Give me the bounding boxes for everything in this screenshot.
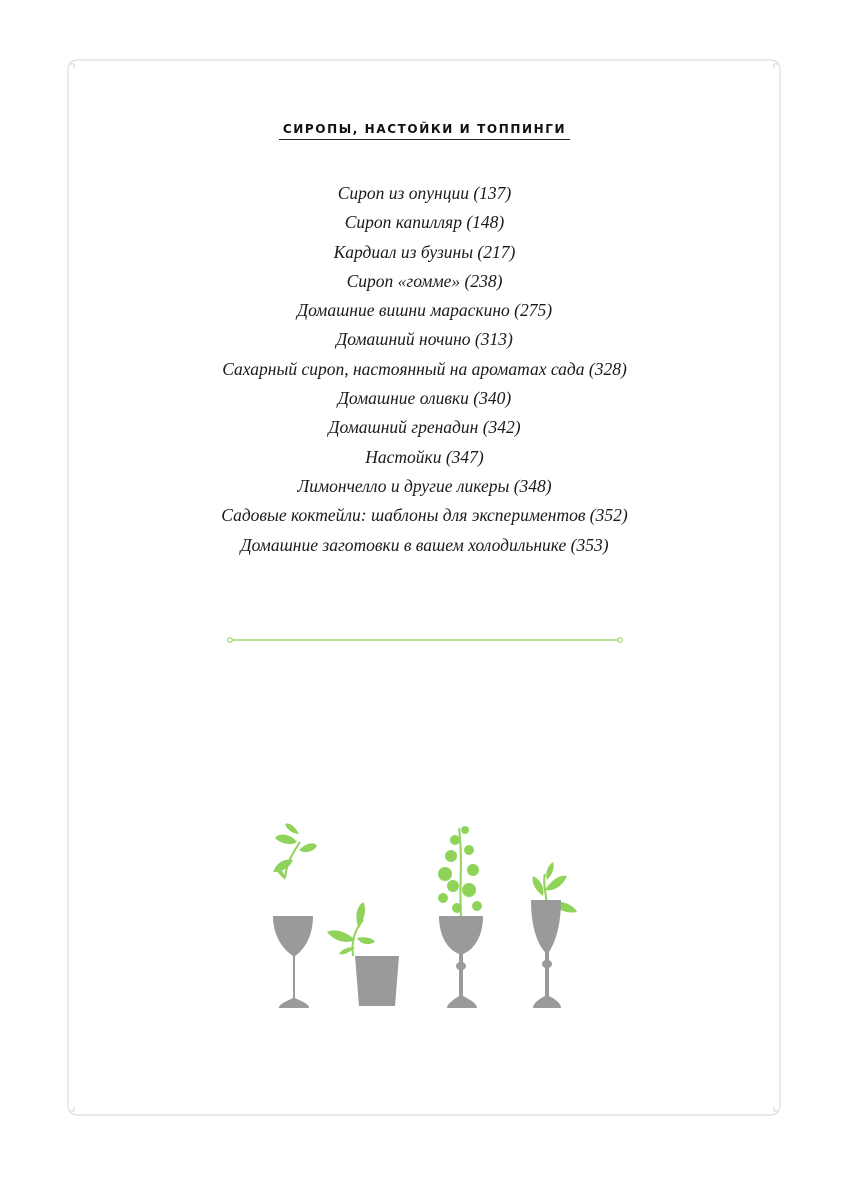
- wine-glass-plant-icon: [273, 823, 317, 1008]
- list-item: Сироп капилляр (148): [344, 212, 505, 233]
- plant-glasses-illustration: [255, 820, 595, 1020]
- list-item: Домашние оливки (340): [337, 388, 512, 409]
- list-item: Домашний ночино (313): [336, 329, 513, 350]
- flute-plant-icon: [531, 862, 577, 1008]
- list-item: Кардиал из бузины (217): [333, 241, 516, 262]
- list-item: Настойки (347): [365, 446, 484, 467]
- list-item: Домашние заготовки в вашем холодильнике (353): [240, 534, 609, 555]
- list-item: Лимончелло и другие ликеры (348): [297, 475, 552, 496]
- list-item: Домашние вишни мараскино (275): [296, 300, 553, 321]
- list-item: Домашний гренадин (342): [328, 417, 521, 438]
- list-item: Сироп «гомме» (238): [346, 270, 503, 291]
- section-title: [0, 122, 849, 140]
- green-divider: [226, 634, 624, 646]
- list-item: Сахарный сироп, настоянный на ароматах сада (328): [222, 358, 627, 379]
- recipe-list: [0, 179, 849, 560]
- section-title-text: СИРОПЫ, НАСТОЙКИ И ТОППИНГИ: [279, 122, 570, 140]
- goblet-flower-plant-icon: [438, 826, 483, 1008]
- list-item: Садовые коктейли: шаблоны для экспериментов (352): [221, 505, 628, 526]
- list-item: Сироп из опунции (137): [337, 183, 512, 203]
- tumbler-plant-icon: [327, 902, 399, 1006]
